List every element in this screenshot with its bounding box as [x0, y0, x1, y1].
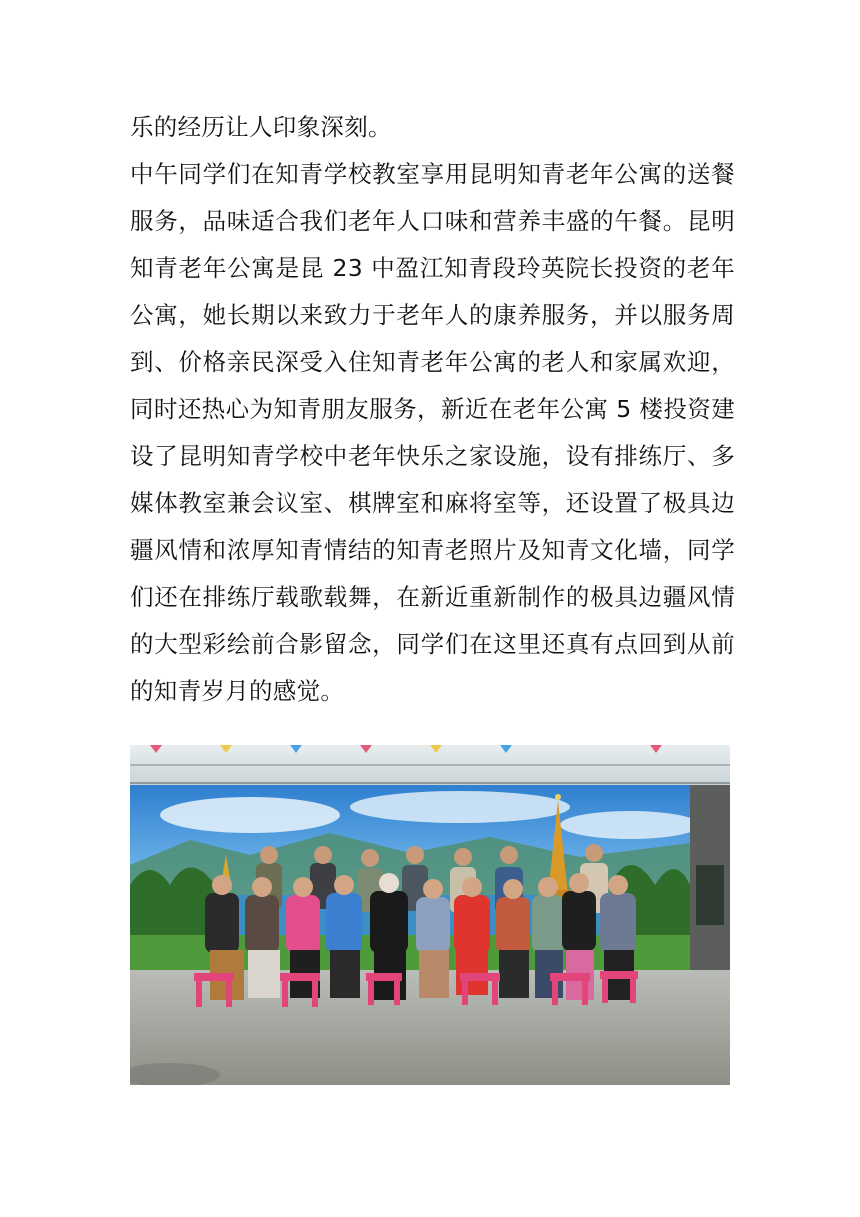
backdrop-cloud	[160, 797, 340, 833]
article-body	[130, 104, 735, 715]
paragraph-continuation: 乐的经历让人印象深刻。	[130, 113, 392, 141]
building-window	[696, 865, 724, 925]
paragraph-lunch: 中午同学们在知青学校教室享用昆明知青老年公寓的送餐服务，品味适合我们老年人口味和营养丰盛的午餐。昆明知青老年公寓是昆 23 中盈江知青段玲英院长投资的老年公寓，她长期以来致力于老年人的康养服务，并以服务周到、价格亲民深受入住知青老年公寓的老人和家属欢迎，同时还热心为知青朋友服务，新近在老年公寓 5 楼投资建设了昆明知青学校中老年快乐之家设施，设有排练厅、多媒体教室兼会议室、棋牌室和麻将室等，还设置了极具边疆风情和浓厚知青情结的知青老照片及知青文化墙，同学们还在排练厅载歌载舞，在新近重新制作的极具边疆风情的大型彩绘前合影留念，同学们在这里还真有点回到从前的知青岁月的感觉。	[130, 160, 735, 705]
backdrop-cloud	[350, 791, 570, 823]
group-photo	[130, 745, 730, 1085]
backdrop-pagoda-tip	[555, 794, 561, 800]
backdrop-cloud	[560, 811, 700, 839]
